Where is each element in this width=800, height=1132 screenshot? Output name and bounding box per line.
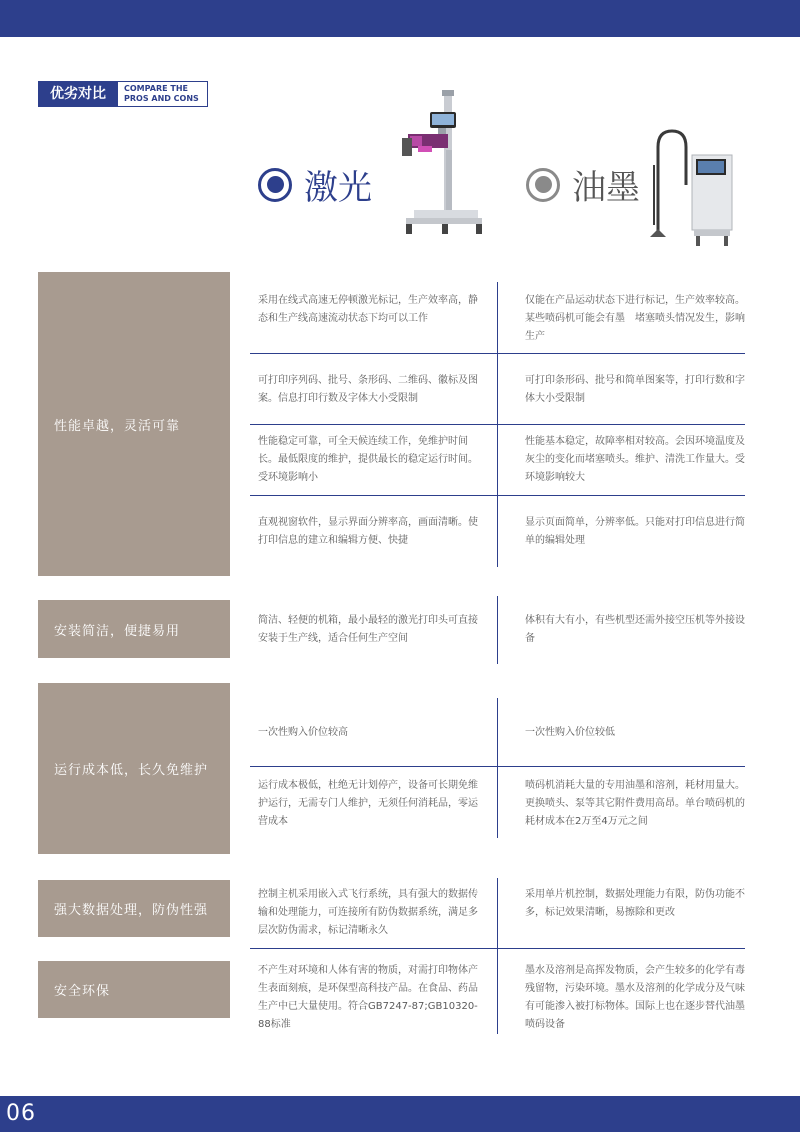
cell-ink: 一次性购入价位较低 [525,727,615,738]
row-divider [250,495,745,496]
cell-laser: 控制主机采用嵌入式飞行系统，具有强大的数据传输和处理能力，可连接所有防伪数据系统，满足多层次防伪需求，标记清晰永久 [258,889,478,936]
category-data [38,880,230,937]
cell-ink: 体积有大有小，有些机型还需外接空压机等外接设备 [525,615,745,644]
section-tag-subtitle-line2: PROS AND CONS [124,94,199,103]
laser-radio-icon [258,168,292,202]
cell-ink: 可打印条形码、批号和简单图案等，打印行数和字体大小受限制 [525,375,745,404]
category-performance [38,272,230,576]
top-bar [0,0,800,37]
column-divider [497,698,498,838]
row-divider [250,353,745,354]
category-performance-label: 性能卓越，灵活可靠 [54,418,181,434]
ink-machine-image [640,125,740,250]
category-cost [38,683,230,854]
bottom-bar [0,1096,800,1132]
cell-ink: 墨水及溶剂是高挥发物质，会产生较多的化学有毒残留物，污染环境。墨水及溶剂的化学成分及气味有可能渗入被打标物体。国际上也在逐步替代油墨喷码设备 [525,965,745,1030]
cell-laser: 不产生对环境和人体有害的物质，对需打印物体产生表面刻痕，是环保型高科技产品。在食品、药品生产中已大量使用。符合GB7247-87;GB10320-88标准 [258,965,478,1030]
cell-ink: 喷码机消耗大量的专用油墨和溶剂，耗材用量大。更换喷头、泵等其它附件费用高昂。单台喷码机的耗材成本在2万至4万元之间 [525,780,745,827]
section-tag-title: 优劣对比 [38,81,118,107]
cell-ink: 显示页面简单，分辨率低。只能对打印信息进行简单的编辑处理 [525,517,745,546]
category-cost-label: 运行成本低，长久免维护 [54,763,209,778]
cell-laser: 可打印序列码、批号、条形码、二维码、徽标及图案。信息打印行数及字体大小受限制 [258,375,478,404]
ink-column-label [526,160,640,209]
category-install-label: 安装简洁，便捷易用 [54,623,181,639]
category-data-label: 强大数据处理，防伪性强 [54,903,209,918]
cell-ink: 采用单片机控制，数据处理能力有限，防伪功能不多，标记效果清晰，易擦除和更改 [525,889,745,918]
section-tag-subtitle-line1: COMPARE THE [124,84,188,93]
row-divider [250,424,745,425]
section-tag [38,81,208,107]
cell-laser: 运行成本极低，杜绝无计划停产，设备可长期免维护运行，无需专门人维护，无须任何消耗品，零运营成本 [258,780,478,827]
laser-machine-image [398,90,486,240]
category-eco [38,961,230,1018]
section-tag-subtitle [118,81,208,107]
category-eco-label: 安全环保 [54,984,111,999]
column-divider [497,596,498,664]
page-number: 06 [6,1101,36,1126]
row-divider [250,948,745,949]
cell-ink: 性能基本稳定，故障率相对较高。会因环境温度及灰尘的变化而堵塞喷头。维护、清洗工作量大。受环境影响较大 [525,436,745,483]
ink-column-title: 油墨 [572,168,640,208]
category-install [38,600,230,658]
column-divider [497,878,498,1034]
ink-radio-icon [526,168,560,202]
cell-laser: 简洁、轻便的机箱，最小最轻的激光打印头可直接安装于生产线，适合任何生产空间 [258,615,478,644]
cell-laser: 一次性购入价位较高 [258,727,348,738]
cell-laser: 直观视窗软件，显示界面分辨率高，画面清晰。使打印信息的建立和编辑方便、快捷 [258,517,478,546]
laser-column-title: 激光 [304,168,372,208]
row-divider [250,766,745,767]
laser-column-label [258,160,372,209]
cell-laser: 采用在线式高速无停顿激光标记，生产效率高，静态和生产线高速流动状态下均可以工作 [258,295,478,324]
cell-laser: 性能稳定可靠，可全天候连续工作，免维护时间长。最低限度的维护，提供最长的稳定运行时间。受环境影响小 [258,436,478,483]
cell-ink: 仅能在产品运动状态下进行标记，生产效率较高。某些喷码机可能会有墨 堵塞喷头情况发生，影响生产 [525,295,745,342]
